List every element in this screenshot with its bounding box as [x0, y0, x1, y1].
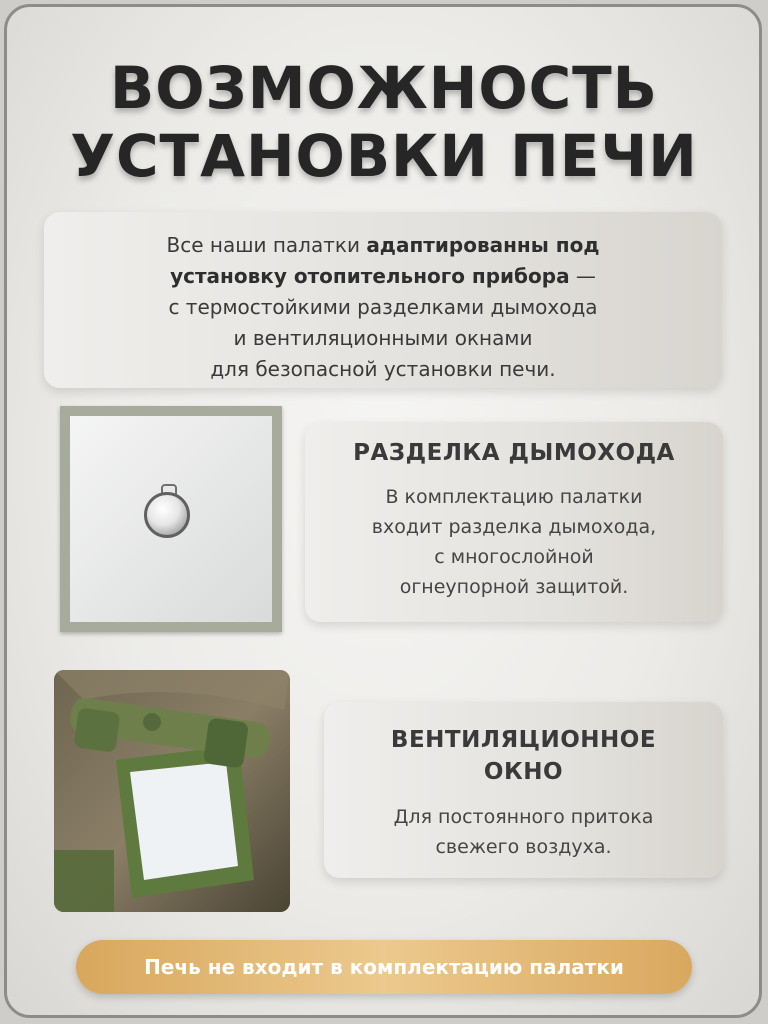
feature-vent-line-2: свежего воздуха.: [435, 836, 612, 858]
intro-card: [44, 212, 722, 388]
page-title-line1: ВОЗМОЖНОСТЬ: [110, 54, 658, 122]
feature-vent-heading-line-2: ОКНО: [483, 759, 564, 785]
feature-chimney-line-3: с многослойной: [434, 546, 594, 568]
chimney-flashing-image: [60, 406, 282, 632]
intro-bold-text: адаптированны под: [366, 233, 600, 257]
feature-chimney-card: [305, 422, 723, 622]
feature-chimney-heading: РАЗДЕЛКА ДЫМОХОДА: [353, 440, 675, 466]
intro-line-1: [44, 230, 722, 261]
feature-vent-heading-line-1: ВЕНТИЛЯЦИОННОЕ: [390, 727, 657, 753]
intro-line-5: для безопасной установки печи.: [210, 357, 556, 381]
feature-vent-card: [324, 702, 723, 878]
intro-bold-text: установку отопительного прибора: [170, 264, 570, 288]
intro-line-2: [44, 261, 722, 292]
intro-text: Все наши палатки: [166, 233, 367, 257]
chimney-ring-icon: [144, 492, 190, 538]
page-title-line2: УСТАНОВКИ ПЕЧИ: [70, 122, 698, 190]
intro-line-3: с термостойкими разделками дымохода: [168, 295, 598, 319]
feature-vent-line-1: Для постоянного притока: [393, 806, 654, 828]
ventilation-window-illustration: [54, 670, 290, 912]
stove-not-included-banner: Печь не входит в комплектацию палатки: [76, 940, 692, 994]
intro-line-4: и вентиляционными окнами: [233, 326, 533, 350]
intro-text: —: [569, 264, 596, 288]
feature-chimney-line-1: В комплектацию палатки: [385, 486, 643, 508]
feature-chimney-line-2: входит разделка дымохода,: [371, 516, 657, 538]
ventilation-window-photo: [54, 670, 290, 912]
feature-chimney-line-4: огнеупорной защитой.: [399, 576, 629, 598]
